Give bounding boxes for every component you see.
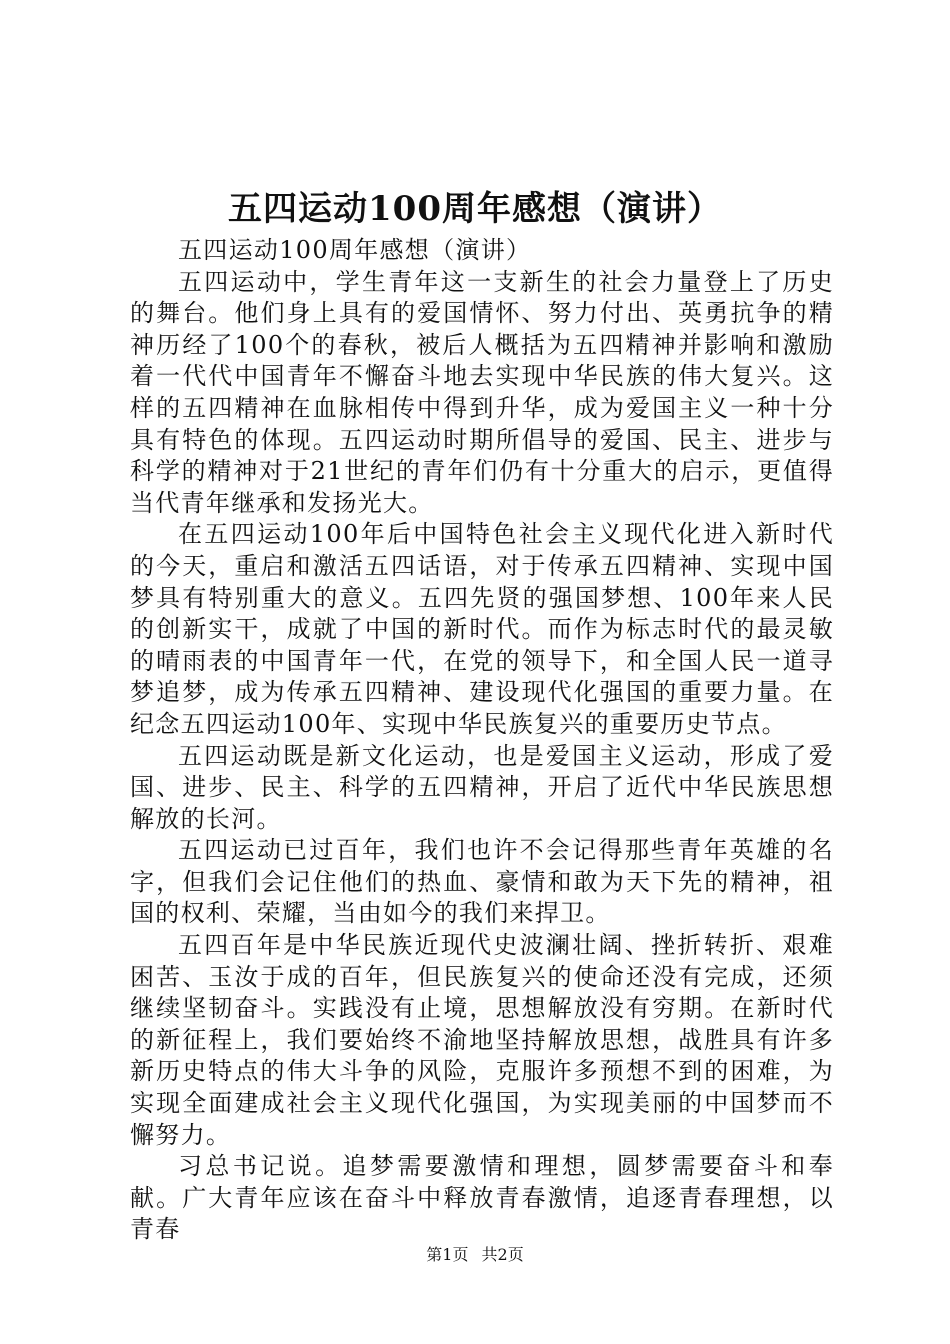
- paragraph: 习总书记说。追梦需要激情和理想，圆梦需要奋斗和奉献。广大青年应该在奋斗中释放青春激情，追逐青春理想，以青春: [130, 1152, 834, 1244]
- document-title: 五四运动100周年感想（演讲）: [228, 189, 722, 229]
- page-number-total: 共2页: [481, 1245, 524, 1264]
- paragraph-subtitle: 五四运动100周年感想（演讲）: [178, 236, 532, 264]
- document-body: [130, 235, 834, 1246]
- paragraph: 五四运动中，学生青年这一支新生的社会力量登上了历史的舞台。他们身上具有的爱国情怀、努力付出、英勇抗争的精神历经了100个的春秋，被后人概括为五四精神并影响和激励着一代代中国青年不懈奋斗地去实现中华民族的伟大复兴。这样的五四精神在血脉相传中得到升华，成为爱国主义一种十分具有特色的体现。五四运动时期所倡导的爱国、民主、进步与科学的精神对于21世纪的青年们仍有十分重大的启示，更值得当代青年继承和发扬光大。: [130, 267, 834, 517]
- paragraph: 五四运动已过百年，我们也许不会记得那些青年英雄的名字，但我们会记住他们的热血、豪情和敢为天下先的精神，祖国的权利、荣耀，当由如今的我们来捍卫。: [130, 836, 834, 928]
- paragraph: 在五四运动100年后中国特色社会主义现代化进入新时代的今天，重启和激活五四话语，对于传承五四精神、实现中国梦具有特别重大的意义。五四先贤的强国梦想、100年来人民的创新实干，成就了中国的新时代。而作为标志时代的最灵敏的晴雨表的中国青年一代，在党的领导下，和全国人民一道寻梦追梦，成为传承五四精神、建设现代化强国的重要力量。在纪念五四运动100年、实现中华民族复兴的重要历史节点。: [130, 520, 834, 738]
- page-footer: [0, 1244, 950, 1266]
- paragraph: 五四运动既是新文化运动，也是爱国主义运动，形成了爱国、进步、民主、科学的五四精神，开启了近代中华民族思想解放的长河。: [130, 741, 834, 833]
- paragraph: 五四百年是中华民族近现代史波澜壮阔、挫折转折、艰难困苦、玉汝于成的百年，但民族复兴的使命还没有完成，还须继续坚韧奋斗。实践没有止境，思想解放没有穷期。在新时代的新征程上，我们要始终不渝地坚持解放思想，战胜具有许多新历史特点的伟大斗争的风险，克服许多预想不到的困难，为实现全面建成社会主义现代化强国，为实现美丽的中国梦而不懈努力。: [130, 931, 834, 1149]
- page-number-current: 第1页: [426, 1245, 469, 1264]
